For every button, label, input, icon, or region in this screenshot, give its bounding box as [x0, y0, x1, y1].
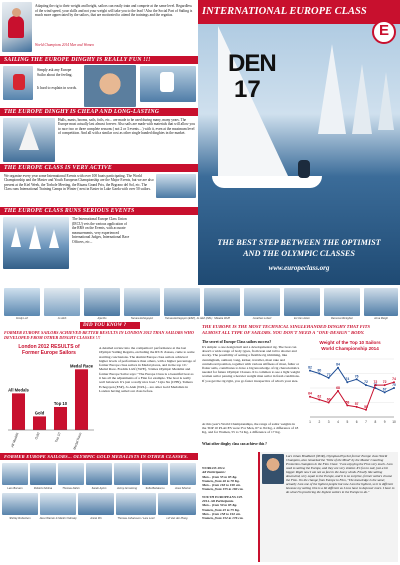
point-label: 72 [364, 380, 368, 385]
x-tick-label: 3 [327, 420, 330, 424]
olympian-name: Lars Borsem [7, 487, 23, 490]
olympian-name: Sarah Ayton [91, 487, 107, 490]
x-tick-label: 8 [374, 420, 377, 424]
other-question: What other dinghy class can achieve this ? [202, 442, 267, 446]
series-point [384, 384, 386, 386]
olympian-name: Jenny Armstrong [116, 487, 138, 490]
sailor-name: Anna Meigh [374, 317, 388, 320]
series-point [393, 381, 395, 383]
fun-body2: It hard to explain in words. [37, 86, 77, 90]
x-tick-label: 1 [309, 420, 311, 424]
olympian-photo [2, 463, 28, 485]
series-point [328, 377, 330, 379]
intro-caption: World Champions 2014 Men and Women [35, 43, 94, 47]
olympian-photo [2, 493, 38, 515]
series-point [309, 370, 311, 372]
sailor-photo [164, 288, 200, 316]
x-tick-label: Medal Race [72, 431, 83, 451]
sailor-photo [364, 288, 398, 316]
youth-line: Women, from 152 to 176 cm. [202, 516, 244, 521]
sailor-photo [84, 288, 120, 316]
worlds-line: All Participants: [202, 470, 226, 475]
point-label: 62 [317, 394, 322, 399]
weight-line-chart [302, 353, 398, 431]
did-you-know-text: FORMER EUROPE SAILORS ACHIEVED BETTER RESULTS IN LONDON 2012 THAN SAILORS WHO DEVELOPED FROM OTHER DINGHY CLASSES !!! [4, 330, 194, 340]
olympian-name: Jessi Sheiron [174, 487, 192, 490]
x-tick-label: 2 [318, 420, 321, 424]
series-point [346, 381, 348, 383]
fun-portrait [84, 65, 136, 107]
bar-gold [33, 416, 46, 430]
london-chart-title-1: London 2012 RESULTS of [18, 344, 80, 350]
series-point [374, 384, 376, 386]
events-heading: THE EUROPE CLASS RUNS SERIOUS EVENTS [0, 207, 198, 215]
fun-photo-left [3, 66, 33, 100]
worlds-line: Men... from 163 to 190 cm. [202, 483, 241, 488]
secret-body: It's simple: a one design hull and a developmental rig. The boat can absorb a wide range of body types, from lean and tall to shorter and stocky. The possibility of setting a flexible rig trimming, like cunningham, outhaul, vang, kicker, traveller, mast rake and centreboard position, together with various stiffness of mast, fuller or flatter sails, contributes to have a big knowledge of rig characteristics needed for future Olympic Classes. It is common to see a light weight women sailor passing a heavier weight man sailor in fresh conditions. If you get the rig right, you go faster irrespective of what's your size. [202, 345, 300, 383]
sailor-name: Tamara Echegoyen [130, 317, 154, 320]
quote-photo [262, 454, 284, 484]
secret-title: The secret of Europe Class sailors success? [202, 340, 272, 344]
bar-annotation: All Medals [8, 387, 29, 393]
sailor-photo [324, 288, 360, 316]
point-label: 76 [354, 374, 359, 379]
x-tick-label: 10 [392, 420, 396, 424]
weight-chart-subtitle: World Championship 2014 [321, 346, 379, 351]
youth-line: Women, from 45 to 75 Kg. [202, 507, 240, 512]
events-photo [3, 217, 69, 269]
olympian-name: Shirley Robertson [9, 517, 31, 520]
sailor-name: Ramona Mentghen [330, 317, 354, 320]
point-label: 60 [326, 397, 331, 402]
sailor-name: Aljai Ro [97, 317, 107, 320]
olympian-photo [78, 493, 114, 515]
sailor-photo [244, 288, 280, 316]
olympian-photo [58, 463, 84, 485]
point-label: 74 [345, 377, 350, 382]
quote-text: Lars Johan Brodtkorb (NOR), Olympian/Psychol former Europe class World Champion, also remarked the "little of the Mind" by the Master Coaching Protection champion in the Finn Class: "I am enjoying the Finn very much. I am used to sailing the Europe, and they are very similar. It's fun to sail, just a bit bigger. Right now I am not as fast in the heavy winds. Finally like sailing downwind, very equal to the Europe, and it is no surprise, former sailors choose the Finn. On the change from Europe to Finn, "The knowledge is the same; actually I am one of the lightest people but now I am the lightest, so it is different because my sailing trim is a bit different as I now have to depower more. I have to do what I'm practicing the highest sailors in the Europe to do." [286, 454, 395, 494]
x-tick-label: Gold [34, 431, 41, 441]
point-label: 55 [364, 404, 368, 409]
youth-title: YOUTH EUROPEANS CH. [202, 494, 243, 499]
fun-action-photo [140, 66, 196, 102]
fun-heading: SAILING THE EUROPE DINGHY IS REALLY FUN !!! [0, 56, 198, 64]
olympian-name: Lili Van der Ploeg [166, 517, 188, 520]
point-label: 72 [373, 380, 378, 385]
intro-box [0, 0, 198, 56]
bar-annotation: Medal Race [69, 363, 94, 369]
x-tick-label: 5 [346, 420, 349, 424]
worlds-title: WORLDS 2014. [202, 466, 226, 470]
series-point [318, 373, 320, 375]
olympian-name: Annie Pin [90, 517, 102, 520]
series-point [384, 391, 386, 393]
youth-line: 2014. All Participants. [202, 499, 235, 504]
bg-sail-2 [352, 64, 372, 134]
sailor-name: Tamara Echegoyen (ESP), Jo Aleh (NZL) [165, 317, 213, 320]
bar-top-10 [54, 407, 67, 430]
series-point [309, 396, 311, 398]
technical-heading-2: ALMOST ALL TYPE OF SAILORS. YOU DON'T NEED A "ONE-DESIGN" BODY. [202, 330, 365, 335]
x-tick-label: 4 [337, 420, 339, 424]
worlds-line: Men... from 55 to 85 Kg. [202, 474, 238, 479]
series-point [346, 404, 348, 406]
point-label: 70 [392, 383, 396, 387]
worlds-line: Women, from 46 to 78 Kg. [202, 478, 240, 483]
banner-url[interactable]: www.europeclass.org [268, 264, 330, 272]
weight-chart [302, 340, 398, 432]
point-label: 77 [326, 372, 331, 377]
point-label: 82 [308, 365, 312, 370]
bar-all-medals [12, 393, 25, 430]
youth-line: Men... from 158 to 192 cm. [202, 511, 241, 516]
sailor-figure [298, 160, 310, 178]
olympian-photo [170, 463, 196, 485]
bg-sail-1 [318, 44, 346, 134]
sailor-name: Eri Van Acker [294, 317, 310, 320]
point-label: 72 [382, 380, 387, 385]
class-logo-letter: E [379, 22, 390, 39]
quote-box [258, 452, 398, 562]
sailor-photo [124, 288, 160, 316]
worlds-text: At this year's World Championships, the range of sailor weights in the TOP 10 PLACES were: For Men, 67 to 84 Kg, a difference of 18 Kg, and for Women, 55 to 74 Kg, a difference of 17 Kg. [202, 422, 299, 435]
x-tick-label: All Medals [10, 431, 20, 449]
bar-annotation: Top 10 [53, 400, 68, 406]
worlds-facts [202, 466, 256, 521]
bar-annotation: Gold [34, 410, 45, 416]
series-point [337, 367, 339, 369]
banner-headline-1: THE BEST STEP BETWEEN THE OPTIMIST [217, 238, 381, 247]
sailors-row [0, 286, 400, 326]
versatile-photo [156, 174, 196, 198]
intro-body: Adapting the rig to their weight and height, sailors can easily train and compete at the same level. Regardless of the wind speed, your skills and not your weight will take you to the lead ! Also the Social Part of Sailing is much more appreciated by the sailors, that are motivated to attend the trainings and the regattas. [35, 4, 193, 17]
x-tick-label: Top 10 [54, 431, 62, 443]
sail-digits: 17 [234, 76, 261, 103]
sailor-name: Mikaela Wulff [214, 317, 230, 320]
point-label: 64 [308, 391, 312, 396]
brand-title: INTERNATIONAL EUROPE CLASS [202, 6, 367, 17]
olympic-heading: FORMER EUROPE SAILORS... OLYMPIC GOLD MEDALISTS IN OTHER CLASSES. [0, 453, 198, 460]
youth-line: Men... from 50 to 85 Kg. [202, 503, 238, 508]
point-label: 84 [336, 362, 340, 367]
cheap-photo [3, 118, 55, 162]
london-chart-title-2: Former Europe Sailors [22, 350, 76, 356]
cheap-heading: THE EUROPE DINGHY IS CHEAP AND LONG-LASTING [0, 108, 198, 116]
did-you-know-label: DID YOU KNOW ? [80, 322, 140, 329]
point-label: 74 [392, 377, 396, 382]
london-chart [2, 344, 96, 452]
olympian-photo [30, 463, 56, 485]
cheap-body: Hulls, masts, booms, sails, foils, etc... are made to be used during many, many years. The Europe must actually last almost forever. Also sails are made with materials that will allow you to race two or three complete seasons ( not 2 or 3 events... ) with it, even at the maximum level of competition. And all with a similar cost as other single handed dinghies in the market. [58, 118, 195, 136]
technical-heading-1: THE EUROPE IS THE MOST TECHNICAL SINGLEHANDED DINGHY THAT FITS [202, 324, 370, 329]
sailor-photo [284, 288, 320, 316]
sailor-photo [44, 288, 80, 316]
london-text: A detailed review into the competitors' performance at the last Olympic Sailing Regatta, excluding the RS:X classes, came to some startling conclusions. The alumni Europe class sailors achieved higher levels of performance than others, with a higher percentage of former Europe class sailors in Medal places, and in the top 10 / Medal Race. Fredrik Lööf (SWE), 3 times Olympic Medalist and former Europe Sailor says: "The Europe Class is a beautiful boat as it has all the adjustments of a Finn for example. The boat is really well balanced. It's just a really nice boat." Lijia Xu (CHN), Tamara Echegoyen (ESP), Jo Aleh (NZL)... are other Gold Medalists in London having sailed our class before. [99, 346, 196, 393]
sail-number: DEN [228, 50, 276, 77]
series-point [328, 402, 330, 404]
series-point [356, 406, 358, 408]
series-point [337, 390, 339, 392]
olympian-name: Jessi Warner & Martin Oslinsky [39, 517, 77, 520]
x-tick-label: 6 [355, 420, 358, 424]
olympic-photos [0, 461, 198, 565]
olympian-name: Thomas Johansson / Lars Lozz [117, 517, 155, 520]
olympian-name: Sofia Bekatorou [145, 487, 165, 490]
olympian-name: Roberto Molina [33, 487, 53, 490]
series-point [356, 378, 358, 380]
series-point [365, 409, 367, 411]
intro-photo [2, 2, 32, 52]
events-body: The International Europe Class Union (IECU) vets the various application of the RRS on the Events, with accurate measurements, very experienced International Judges, International Race Officers, etc... [72, 217, 130, 244]
olympian-photo [158, 493, 196, 515]
sailor-name: Fredy Lorf [16, 317, 28, 320]
olympian-photo [116, 493, 156, 515]
london-bar-chart [2, 358, 96, 452]
worlds-line: Women, from 155 to 180 cm. [202, 487, 244, 492]
olympian-photo [142, 463, 168, 485]
sailor-name: Jo Aleh [57, 317, 67, 320]
olympian-photo [114, 463, 140, 485]
x-tick-label: 9 [383, 420, 386, 424]
sailor-name: Jonathan Lobert [252, 317, 272, 320]
hero-banner [198, 0, 400, 285]
versatile-body: We organize every year some International Events with over 100 boats participating. The World Championship and the Master and Youth European Championship are the Major Events, but we are also present at the Kiel Week, the Torbole Meeting, the Riuasu Grand Prix, the Brgrano del Sol, etc. The Class runs International Training Camps in Winter ( next in Easter in Lake Garda with over 50 sailors. [4, 174, 154, 192]
sailor-photo [4, 288, 40, 316]
point-label: 80 [317, 368, 322, 373]
series-point [365, 384, 367, 386]
point-label: 68 [336, 385, 340, 390]
bg-sail-3 [378, 72, 394, 130]
olympian-photo [86, 463, 112, 485]
banner-headline-2: AND THE OLYMPIC CLASSES [243, 249, 355, 258]
series-point [318, 399, 320, 401]
series-point [393, 387, 395, 389]
weight-chart-title: Weight of the Top 10 Sailors [319, 340, 381, 345]
bar-medal-race [75, 369, 88, 430]
series-line-0 [308, 365, 394, 393]
olympian-photo [40, 493, 76, 515]
sailor-photo [204, 288, 240, 316]
point-label: 57 [354, 401, 359, 406]
fun-body1: Simply ask any Europe Sailor about the feeling. [37, 68, 73, 77]
olympian-name: Thomas Dahm [62, 487, 80, 490]
point-label: 67 [382, 387, 387, 392]
series-line-1 [310, 382, 394, 410]
x-tick-label: 7 [365, 420, 367, 424]
point-label: 58 [345, 400, 350, 405]
versatile-heading: THE EUROPE CLASS IS VERY ACTIVE [0, 164, 198, 172]
